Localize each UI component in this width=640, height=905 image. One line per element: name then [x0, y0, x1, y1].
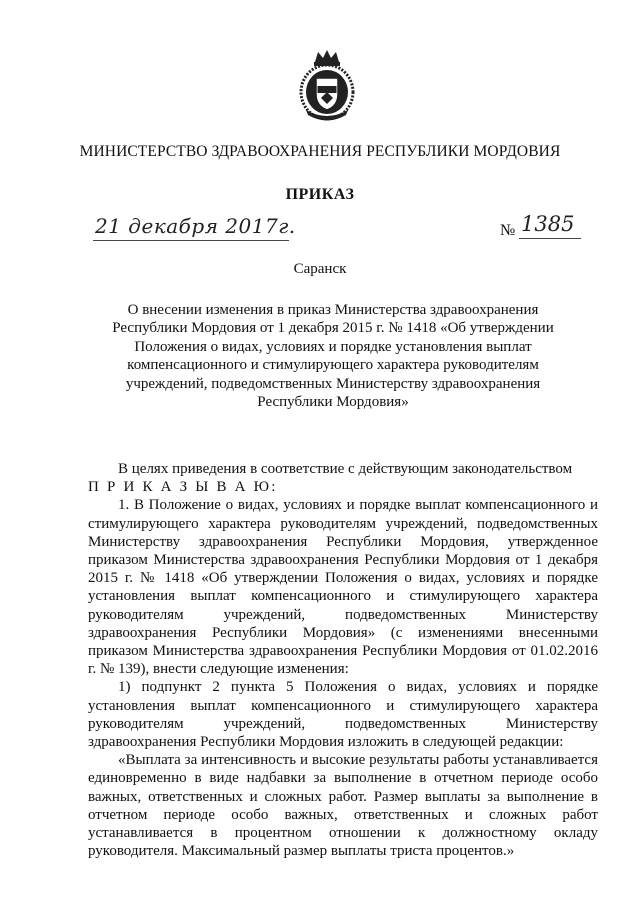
handwritten-date: 21 декабря 2017г.	[95, 214, 296, 238]
preamble: В целях приведения в соответствие с действующим законодательством	[118, 461, 573, 477]
new-wording-quote: «Выплата за интенсивность и высокие результаты работы устанавливается единовременно в виде надбавки за выполнение в отчетном периоде особо важных, ответственных и сложных работ. Размер выплаты за выполнение в отчетном периоде особо важных, ответственных и сложных работ устанавливается в процентном отношении к должностному окладу руководителя. Максимальный размер выплаты триста процентов.»	[88, 752, 598, 860]
handwritten-number: 1385	[521, 212, 575, 236]
order-subject: О внесении изменения в приказ Министерства здравоохранения Республики Мордовия от 1 декабря 2015 г. № 1418 «Об утверждении Положения о видах, условиях и порядке установления выплат компенсационного и стимулирующего характера руководителям учреждений, подведомственных Министерству здравоохранения Республики Мордовия»	[112, 302, 554, 411]
number-underline	[519, 238, 581, 239]
order-word: П Р И К А З Ы В А Ю:	[88, 479, 278, 496]
city: Саранск	[293, 261, 347, 277]
item-1: 1. В Положение о видах, условиях и порядке выплат компенсационного и стимулирующего характера руководителям учреждений, подведомственных Министерству здравоохранения Республики Мордовия, утвержденное приказом Министерства здравоохранения Республики Мордовия от 1 декабря 2015 г. № 1418 «Об утверждении Положения о видах, условиях и порядке установления выплат компенсационного и стимулирующего характера руководителям учреждений, подведомственных Министерству здравоохранения Республики Мордовия» (с изменениями внесенными приказом Министерства здравоохранения Республики Мордовия от 01.02.2016 г. № 139), внести следующие изменения:	[88, 497, 598, 678]
subitem-1: 1) подпункт 2 пункта 5 Положения о видах, условиях и порядке установления выплат компенсационного и стимулирующего характера руководителям учреждений, подведомственных Министерству здравоохранения Республики Мордовия изложить в следующей редакции:	[88, 679, 598, 751]
number-label: №	[500, 222, 516, 239]
order-body	[88, 460, 598, 860]
date-underline	[93, 240, 289, 241]
document-type: ПРИКАЗ	[285, 186, 355, 203]
coat-of-arms-icon	[298, 48, 356, 124]
ministry-name: МИНИСТЕРСТВО ЗДРАВООХРАНЕНИЯ РЕСПУБЛИКИ МОРДОВИЯ	[79, 143, 561, 160]
